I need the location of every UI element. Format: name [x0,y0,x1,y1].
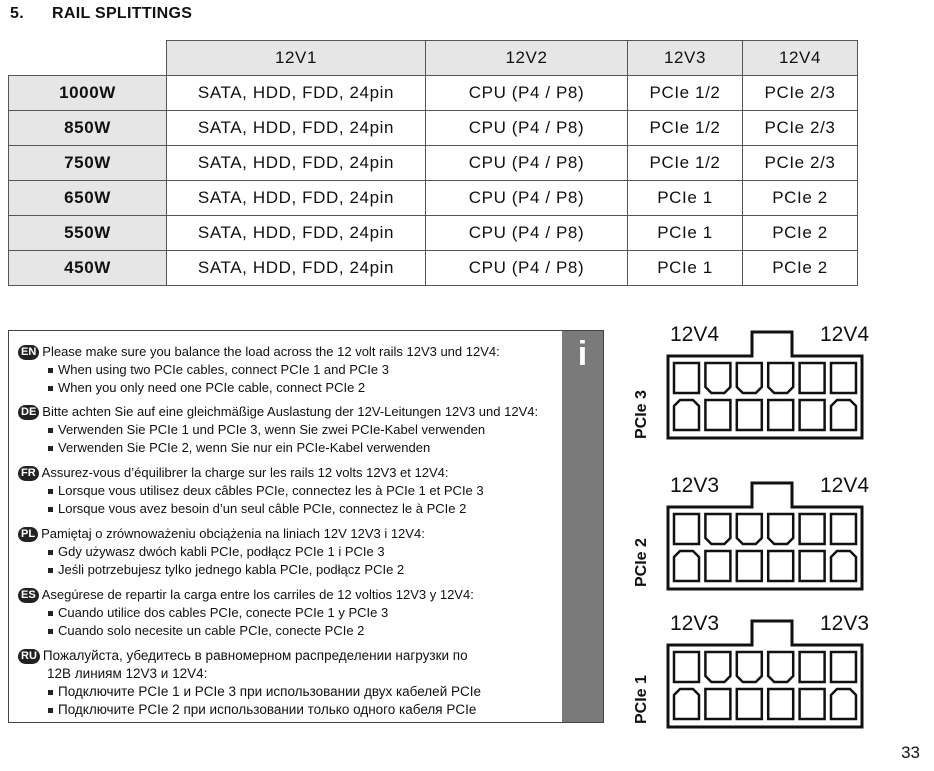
connector-pin [674,514,699,544]
lang-block-ru [18,647,481,719]
table-cell: PCIe 2 [743,181,858,216]
lang-block-fr [18,464,484,518]
connector-pin [831,551,856,581]
table-cell: CPU (P4 / P8) [426,251,628,286]
lang-intro: Please make sure you balance the load across the 12 volt rails 12V3 und 12V4: [42,344,500,359]
info-box [8,330,604,723]
lang-intro: Pamiętaj o zrównoważeniu obciążenia na liniach 12V 12V3 i 12V4: [41,526,425,541]
connector-pin [831,363,856,393]
section-heading [10,5,192,23]
section-title: RAIL SPLITTINGS [52,5,193,22]
connector-pin [705,400,730,430]
connector-housing [668,483,862,589]
table-cell: PCIe 1/2 [628,146,743,181]
rail-table [8,40,858,286]
connector-pin [674,400,699,430]
lang-intro-continued: 12В линиям 12V3 и 12V4: [47,666,208,681]
table-cell: PCIe 2/3 [743,76,858,111]
list-item: Подключите PCIe 1 и PCIe 3 при использовании двух кабелей PCIe [18,683,481,701]
connector-pcie1 [630,612,870,730]
lang-block-es [18,586,474,640]
connector-name: PCIe 3 [633,390,650,439]
table-cell: PCIe 1/2 [628,111,743,146]
connector-pin [768,551,793,581]
connector-diagram [630,474,870,594]
list-item: Cuando solo necesite un cable PCIe, conecte PCIe 2 [18,622,474,640]
page-number: 33 [901,743,920,762]
connector-pin [800,551,825,581]
lang-badge-fr: FR [18,466,39,481]
table-cell: SATA, HDD, FDD, 24pin [167,111,426,146]
table-cell: PCIe 1 [628,181,743,216]
list-item: Подключите PCIe 2 при использовании только одного кабеля PCIe [18,701,481,719]
info-icon: i [577,335,588,373]
connector-pin [705,514,730,544]
lang-block-en [18,343,500,397]
lang-badge-ru: RU [18,649,40,664]
row-header: 650W [9,181,167,216]
rail-label-right: 12V3 [820,612,870,635]
table-cell: CPU (P4 / P8) [426,181,628,216]
rail-label-right: 12V4 [820,323,870,346]
connector-pin [674,551,699,581]
list-item: Verwenden Sie PCIe 2, wenn Sie nur ein PCIe-Kabel verwenden [18,439,538,457]
lang-block-de [18,403,538,457]
list-item: Lorsque vous utilisez deux câbles PCIe, connectez les à PCIe 1 et PCIe 3 [18,482,484,500]
row-header: 1000W [9,76,167,111]
connector-pin [737,551,762,581]
connector-pin [674,689,699,719]
lang-intro: Пожалуйста, убедитесь в равномерном распределении нагрузки по [42,648,468,663]
connector-pin [768,514,793,544]
list-item: When using two PCIe cables, connect PCIe 1 and PCIe 3 [18,361,500,379]
connector-pin [831,400,856,430]
list-item: Verwenden Sie PCIe 1 und PCIe 3, wenn Sie zwei PCIe-Kabel verwenden [18,421,538,439]
table-cell: PCIe 2/3 [743,146,858,181]
row-header: 850W [9,111,167,146]
connector-pin [768,652,793,682]
table-cell: PCIe 1 [628,251,743,286]
connector-pin [705,551,730,581]
rail-label-left: 12V4 [670,323,720,346]
connector-pin [831,689,856,719]
table-row [9,216,858,251]
table-cell: PCIe 2 [743,216,858,251]
connector-pin [737,689,762,719]
connector-housing [668,621,862,727]
list-item: Jeśli potrzebujesz tylko jednego kabla PCIe, podłącz PCIe 2 [18,561,425,579]
connector-pin [768,363,793,393]
column-header: 12V3 [628,41,743,76]
table-cell: CPU (P4 / P8) [426,76,628,111]
connector-pin [737,363,762,393]
lang-block-pl [18,525,425,579]
connector-pin [800,652,825,682]
table-row [9,181,858,216]
list-item: Lorsque vous avez besoin d’un seul câble PCIe, connectez le à PCIe 2 [18,500,484,518]
table-cell: SATA, HDD, FDD, 24pin [167,216,426,251]
table-cell: CPU (P4 / P8) [426,111,628,146]
rail-label-right: 12V4 [820,474,870,497]
connector-pin [800,363,825,393]
lang-intro: Assurez-vous d’équilibrer la charge sur les rails 12 volts 12V3 et 12V4: [41,465,449,480]
table-cell: SATA, HDD, FDD, 24pin [167,76,426,111]
connector-pcie2 [630,474,870,594]
row-header: 550W [9,216,167,251]
connector-pin [737,400,762,430]
lang-badge-pl: PL [18,527,38,542]
rail-label-left: 12V3 [670,474,720,497]
rail-label-left: 12V3 [670,612,720,635]
connector-pin [768,689,793,719]
connector-pin [737,514,762,544]
table-cell: SATA, HDD, FDD, 24pin [167,181,426,216]
connector-pin [674,652,699,682]
list-item: When you only need one PCIe cable, connect PCIe 2 [18,379,500,397]
table-row [9,251,858,286]
lang-badge-en: EN [18,345,39,360]
table-header-row [9,41,858,76]
connector-pcie3 [630,323,870,448]
connector-pin [705,689,730,719]
table-cell: PCIe 1/2 [628,76,743,111]
info-sidebar [562,331,603,722]
list-item: Cuando utilice dos cables PCIe, conecte PCIe 1 y PCIe 3 [18,604,474,622]
connector-pin [800,400,825,430]
connector-pin [705,652,730,682]
lang-badge-es: ES [18,588,39,603]
list-item: Gdy używasz dwóch kabli PCIe, podłącz PCIe 1 i PCIe 3 [18,543,425,561]
connector-diagram [630,612,870,730]
connector-pin [831,514,856,544]
connector-name: PCIe 2 [633,538,650,587]
section-number: 5. [10,5,24,22]
connector-housing [668,332,862,438]
table-row [9,146,858,181]
connector-pin [737,652,762,682]
row-header: 450W [9,251,167,286]
row-header: 750W [9,146,167,181]
table-corner [9,41,167,76]
connector-name: PCIe 1 [633,675,650,724]
table-cell: PCIe 2/3 [743,111,858,146]
connector-pin [705,363,730,393]
connector-pin [674,363,699,393]
table-cell: CPU (P4 / P8) [426,146,628,181]
connector-diagram [630,323,870,448]
column-header: 12V4 [743,41,858,76]
column-header: 12V2 [426,41,628,76]
lang-intro: Asegúrese de repartir la carga entre los carriles de 12 voltios 12V3 y 12V4: [41,587,474,602]
table-cell: SATA, HDD, FDD, 24pin [167,146,426,181]
table-cell: PCIe 2 [743,251,858,286]
connector-pin [768,400,793,430]
lang-intro: Bitte achten Sie auf eine gleichmäßige Auslastung der 12V-Leitungen 12V3 und 12V4: [42,404,539,419]
table-cell: SATA, HDD, FDD, 24pin [167,251,426,286]
connector-pin [800,514,825,544]
column-header: 12V1 [167,41,426,76]
table-cell: CPU (P4 / P8) [426,216,628,251]
lang-badge-de: DE [18,405,39,420]
connector-pin [831,652,856,682]
table-cell: PCIe 1 [628,216,743,251]
connector-pin [800,689,825,719]
table-row [9,111,858,146]
table-row [9,76,858,111]
